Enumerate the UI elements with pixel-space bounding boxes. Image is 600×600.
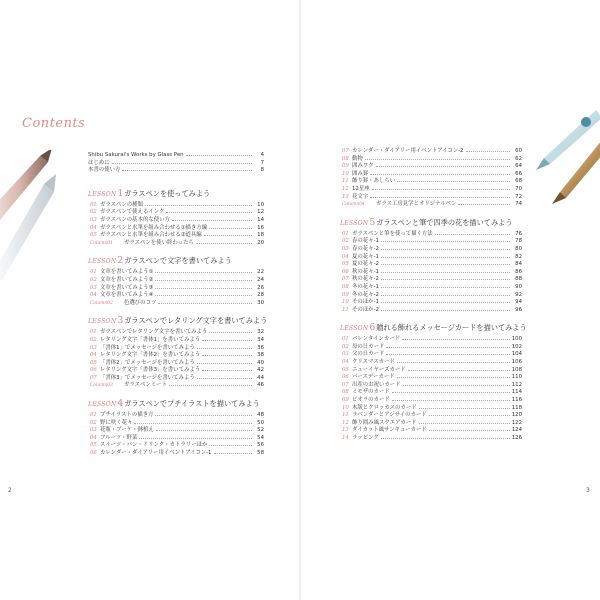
entry-text: ガラス工房見学とオリジナルペン (376, 201, 457, 208)
entry-number: 03 (90, 284, 97, 291)
entry-page: 68 (515, 178, 522, 185)
entry-page: 18 (257, 232, 264, 239)
lesson-title: ガラスペンでレタリング文字を書いてみよう (124, 316, 268, 326)
entry-number: 02 (342, 238, 349, 245)
entry-number: 02 (342, 343, 349, 350)
entry-page: 122 (511, 419, 522, 426)
entry-page: 114 (511, 389, 522, 396)
entry-page: 110 (511, 374, 522, 381)
toc-entry[interactable] (342, 163, 522, 171)
lesson-title: ガラスペンでプチイラストを描いてみよう (124, 399, 260, 409)
entry-text: ガラスペンと水筆を組み合わせる①描き方編 (100, 224, 208, 231)
toc-entry[interactable] (90, 217, 264, 225)
entry-text: ガラスペンと筆を使って描く方法 (352, 230, 433, 237)
toc-entry[interactable] (90, 240, 264, 248)
lesson-heading (340, 323, 527, 334)
entry-text: ラッピング (352, 435, 379, 441)
lesson-4-continued-items (340, 148, 522, 209)
entry-text: 囲み罫 (352, 170, 369, 177)
toc-entry[interactable] (90, 292, 264, 300)
toc-entry[interactable] (90, 329, 264, 337)
entry-page: 30 (257, 299, 264, 306)
lesson-items (88, 329, 264, 390)
lesson-items (340, 336, 522, 442)
entry-page: 14 (257, 216, 264, 223)
toc-entry[interactable] (342, 292, 522, 300)
entry-text: そのほか-2 (352, 306, 379, 313)
entry-text: カレンダー・ダイアリー用イベントアイコン-2 (352, 148, 464, 154)
entry-page: 8 (260, 167, 264, 174)
entry-page: 56 (257, 442, 264, 449)
toc-entry[interactable] (90, 450, 264, 458)
entry-page: 90 (515, 283, 522, 290)
entry-number: 10 (342, 299, 349, 306)
entry-number: 09 (342, 291, 349, 298)
contents-title: Contents (22, 116, 86, 131)
entry-page: 38 (257, 352, 264, 359)
toc-entry[interactable] (342, 307, 522, 315)
lesson-label: LESSON (88, 318, 117, 326)
lesson-heading (340, 218, 522, 228)
entry-text: 花文字 (352, 193, 369, 200)
entry-number: Column03 (90, 383, 113, 389)
entry-number: 11 (342, 178, 349, 185)
entry-text: 12星座 (352, 185, 370, 192)
entry-number: 03 (342, 245, 349, 252)
lesson-number: 2 (117, 256, 124, 267)
entry-number: 12 (342, 419, 349, 426)
toc-entry[interactable] (342, 178, 522, 186)
entry-number: 09 (342, 163, 349, 170)
toc-entry[interactable] (90, 352, 264, 360)
toc-entry[interactable] (90, 300, 264, 308)
lesson-items (88, 202, 264, 248)
entry-number: 01 (90, 412, 97, 419)
entry-number: 03 (90, 344, 97, 351)
entry-text: ニューイヤーズカード (352, 366, 406, 373)
toc-entry[interactable] (90, 285, 264, 293)
toc-entry[interactable] (342, 351, 522, 359)
entry-number: 02 (90, 419, 97, 426)
entry-text: ガラスペンと水筆を組み合わせる②道具編 (100, 232, 202, 239)
entry-text: そのほか-1 (352, 299, 379, 306)
entry-text: バースデーカード (352, 374, 395, 381)
entry-text: 冬の花々-1 (352, 283, 379, 290)
entry-page: 12 (257, 209, 264, 216)
entry-text: ラベンダーとアジサイのカード (352, 412, 427, 419)
toc-entry[interactable] (90, 427, 264, 435)
entry-number: 04 (342, 253, 349, 260)
entry-page: 16 (257, 224, 264, 231)
lesson-heading (88, 399, 264, 409)
entry-page: 120 (511, 412, 522, 419)
entry-page: 36 (257, 344, 264, 351)
entry-page: 20 (257, 239, 264, 246)
entry-page: 118 (511, 404, 522, 411)
entry-text: ガラスペンでレタリング文字を書いてみよう (100, 329, 208, 336)
entry-text: 文章を書いてみよう① (100, 269, 154, 276)
entry-text: 春の花々-1 (352, 238, 379, 245)
lesson-number: 1 (117, 188, 124, 199)
entry-text: 出産のお祝いカード (352, 381, 401, 388)
entry-number: 09 (342, 397, 349, 404)
entry-number: 02 (90, 209, 97, 216)
toc-entry[interactable] (342, 238, 522, 246)
toc-entry[interactable] (90, 337, 264, 345)
entry-page: 7 (260, 159, 264, 166)
lesson-items (88, 269, 264, 307)
glass-pen-right-illustration (530, 100, 600, 210)
entry-text: 夏の花々-1 (352, 253, 379, 260)
entry-text: バレンタインカード (352, 336, 401, 343)
entry-text: 囲みワク (352, 163, 374, 170)
entry-number: 11 (342, 306, 349, 313)
entry-number: 05 (90, 359, 97, 366)
entry-page: 100 (511, 336, 522, 343)
toc-entry[interactable] (342, 261, 522, 269)
entry-page: 32 (257, 329, 264, 336)
entry-number: 12 (342, 185, 349, 192)
toc-entry[interactable] (90, 367, 264, 375)
entry-text: レタリング文字「書体1」を書いてみよう (100, 336, 201, 343)
entry-page: 86 (515, 268, 522, 275)
lesson-heading (88, 316, 268, 327)
entry-page: 70 (515, 185, 522, 192)
entry-text: クリスマスカード (352, 359, 395, 366)
entry-page: 126 (511, 435, 522, 441)
entry-number: 02 (90, 336, 97, 343)
entry-text: プチイラストの描き方 (100, 412, 154, 419)
entry-text: 木版とクロッカスのカード (352, 404, 417, 411)
entry-page: 104 (511, 351, 522, 358)
entry-text: 色選びのコツ (124, 299, 157, 306)
entry-page: 72 (515, 193, 522, 200)
lesson-label: LESSON (88, 258, 117, 266)
toc-entry[interactable] (88, 167, 264, 175)
toc-entry[interactable] (342, 397, 522, 405)
entry-page: 24 (257, 276, 264, 283)
entry-page: 48 (257, 412, 264, 419)
entry-number: 06 (90, 367, 97, 374)
entry-page: 52 (257, 427, 264, 434)
intro-list (88, 152, 264, 175)
entry-page: 46 (257, 382, 264, 389)
toc-entry[interactable] (342, 374, 522, 382)
entry-text: 飾り罫・あしらい (352, 178, 396, 185)
toc-entry[interactable] (342, 389, 522, 397)
entry-text: ガラスペンで使えるインク (100, 209, 165, 216)
lesson-items (88, 412, 264, 458)
entry-text: ガラスペンの種類 (100, 201, 143, 208)
right-toc-column (340, 148, 527, 443)
entry-page: 84 (515, 261, 522, 268)
entry-text: 冬の花々-2 (352, 291, 379, 298)
toc-entry[interactable] (342, 427, 522, 435)
entry-text: ガラスペンを使い終わったら (124, 239, 194, 246)
lesson-label: LESSON (340, 219, 369, 227)
toc-entry[interactable] (342, 186, 522, 194)
entry-text: 母の日カード (352, 343, 385, 350)
page-gutter (299, 0, 301, 600)
entry-page: 60 (515, 148, 522, 154)
entry-number: 06 (342, 268, 349, 275)
entry-number: Column01 (90, 240, 113, 246)
entry-page: 28 (257, 292, 264, 299)
lesson-heading (88, 189, 264, 199)
lesson-title: ガラスペンと筆で四季の花を描いてみよう (376, 217, 513, 227)
toc-entry[interactable] (90, 277, 264, 285)
entry-text: 父の日カード (352, 351, 385, 358)
entry-page: 66 (515, 170, 522, 177)
entry-number: 05 (90, 442, 97, 449)
lesson-title: ガラスペンを使ってみよう (124, 188, 211, 198)
toc-entry[interactable] (90, 375, 264, 383)
entry-page: 64 (515, 163, 522, 170)
lesson-label: LESSON (88, 401, 117, 409)
entry-number: 08 (342, 283, 349, 290)
entry-page: 54 (257, 434, 264, 441)
entry-page: 34 (257, 336, 264, 343)
entry-page: 108 (511, 366, 522, 373)
entry-number: 05 (90, 232, 97, 239)
entry-page: 50 (257, 419, 264, 426)
toc-entry[interactable] (90, 442, 264, 450)
toc-entry[interactable] (342, 254, 522, 262)
lesson-number: 4 (117, 399, 124, 410)
entry-page: 96 (515, 306, 522, 313)
entry-number: 04 (342, 359, 349, 366)
entry-number: Column04 (342, 202, 365, 208)
entry-number: 06 (342, 374, 349, 381)
entry-page: 4 (260, 152, 264, 158)
entry-number: 04 (90, 352, 97, 359)
entry-page: 92 (515, 291, 522, 298)
toc-entry[interactable] (342, 336, 522, 344)
toc-entry[interactable] (90, 412, 264, 420)
entry-text: カレンダー・ダイアリー用イベントアイコン-1 (100, 450, 212, 457)
entry-number: 01 (90, 201, 97, 208)
toc-entry[interactable] (342, 435, 522, 443)
entry-text: 「書体2」でメッセージを書いてみよう (100, 359, 195, 366)
entry-page: 124 (511, 427, 522, 434)
entry-page: 112 (511, 381, 522, 388)
entry-number: 11 (342, 412, 349, 419)
entry-number: 01 (90, 269, 97, 276)
lesson-label: LESSON (88, 190, 117, 198)
lesson-title: 贈れる飾れるメッセージカードを描いてみよう (376, 323, 527, 333)
entry-text: 動物 (352, 155, 363, 162)
toc-entry[interactable] (342, 276, 522, 284)
entry-number: 04 (90, 292, 97, 299)
entry-text: はじめに (88, 159, 110, 166)
entry-page: 58 (257, 450, 264, 457)
toc-entry[interactable] (90, 269, 264, 277)
entry-text: 飾り囲み風スクエアカード (352, 419, 417, 426)
entry-text: ダイカット風サンキューカード (352, 427, 427, 434)
entry-text: 本書の使い方 (88, 167, 121, 174)
left-toc-column (88, 152, 268, 458)
entry-page: 106 (511, 359, 522, 366)
toc-entry[interactable] (342, 246, 522, 254)
entry-number: Column02 (90, 300, 113, 306)
entry-number: 02 (90, 276, 97, 283)
entry-page: 80 (515, 245, 522, 252)
entry-page: 78 (515, 238, 522, 245)
entry-page: 94 (515, 299, 522, 306)
entry-page: 82 (515, 253, 522, 260)
entry-text: 春の花々-2 (352, 245, 379, 252)
entry-text: ミモザのカード (352, 389, 390, 396)
entry-page: 40 (257, 359, 264, 366)
entry-page: 74 (515, 201, 522, 208)
entry-number: 14 (342, 435, 349, 441)
entry-text: 花瓶・ブーケ・鉢植え (100, 427, 154, 434)
entry-number: 01 (90, 329, 97, 336)
toc-entry[interactable] (342, 412, 522, 420)
entry-page: 22 (257, 269, 264, 276)
lesson-number: 5 (369, 217, 376, 228)
entry-number: 06 (90, 450, 97, 457)
entry-text: レタリング文字「書体3」を書いてみよう (100, 367, 201, 374)
entry-page: 26 (257, 284, 264, 291)
entry-number: 01 (342, 230, 349, 237)
entry-text: レタリング文字「書体2」を書いてみよう (100, 352, 201, 359)
toc-entry[interactable] (88, 152, 264, 160)
lesson-number: 6 (369, 323, 376, 334)
entry-text: スイーツ・パン・ドリンク・カトラリーほか (100, 442, 208, 449)
entry-page: 76 (515, 230, 522, 237)
entry-number: 04 (90, 434, 97, 441)
entry-number: 01 (342, 336, 349, 343)
entry-text: 夏の花々-2 (352, 261, 379, 268)
entry-number: 04 (90, 224, 97, 231)
lesson-items (340, 231, 522, 315)
toc-entry[interactable] (90, 382, 264, 390)
entry-text: ビオラのカード (352, 397, 390, 404)
entry-text: 文章を書いてみよう④ (100, 292, 154, 299)
entry-number: 03 (90, 427, 97, 434)
entry-page: 10 (257, 201, 264, 208)
entry-number: 05 (342, 261, 349, 268)
entry-text: ガラスペンの基本的な使い方 (100, 216, 170, 223)
entry-number: 13 (342, 427, 349, 434)
lesson-label: LESSON (340, 325, 369, 333)
entry-text: 「書体1」でメッセージを書いてみよう (100, 344, 195, 351)
entry-number: 08 (342, 389, 349, 396)
entry-page: 116 (511, 397, 522, 404)
entry-number: 10 (342, 170, 349, 177)
lesson-heading (88, 256, 264, 266)
entry-page: 44 (257, 374, 264, 381)
entry-number: 07 (342, 148, 349, 154)
toc-entry[interactable] (342, 148, 522, 156)
entry-page: 102 (511, 343, 522, 350)
lesson-number: 3 (117, 316, 124, 327)
entry-text: 秋の花々-2 (352, 276, 379, 283)
entry-number: 03 (342, 351, 349, 358)
entry-text: ガラスペンミート (124, 382, 167, 389)
glass-pen-left-illustration (0, 150, 60, 280)
entry-text: 文章を書いてみよう② (100, 276, 154, 283)
entry-number: 07 (90, 374, 97, 381)
page-number-left: 2 (8, 487, 12, 494)
entry-text: 「書体3」でメッセージを書いてみよう (100, 374, 195, 381)
entry-text: 野に咲く花々 (100, 419, 133, 426)
entry-number: 08 (342, 155, 349, 162)
toc-entry[interactable] (342, 201, 522, 209)
entry-number: 13 (342, 193, 349, 200)
entry-number: 07 (342, 381, 349, 388)
entry-page: 62 (515, 155, 522, 162)
entry-number: 07 (342, 276, 349, 283)
entry-text: フルーツ・野菜 (100, 434, 138, 441)
toc-entry[interactable] (342, 359, 522, 367)
toc-entry[interactable] (90, 345, 264, 353)
toc-entry[interactable] (90, 209, 264, 217)
entry-page: 88 (515, 276, 522, 283)
entry-number: 10 (342, 404, 349, 411)
toc-entry[interactable] (90, 232, 264, 240)
page-number-right: 3 (586, 487, 590, 494)
toc-entry[interactable] (342, 284, 522, 292)
toc-entry[interactable] (342, 299, 522, 307)
entry-text: 文章を書いてみよう③ (100, 284, 154, 291)
entry-page: 42 (257, 367, 264, 374)
entry-number: 03 (90, 216, 97, 223)
entry-text: 秋の花々-1 (352, 268, 379, 275)
entry-number: 05 (342, 366, 349, 373)
entry-text: Shibu Sakurai's Works by Glass Pen (88, 152, 184, 158)
lesson-title: ガラスペンで文字を書いてみよう (124, 256, 232, 266)
